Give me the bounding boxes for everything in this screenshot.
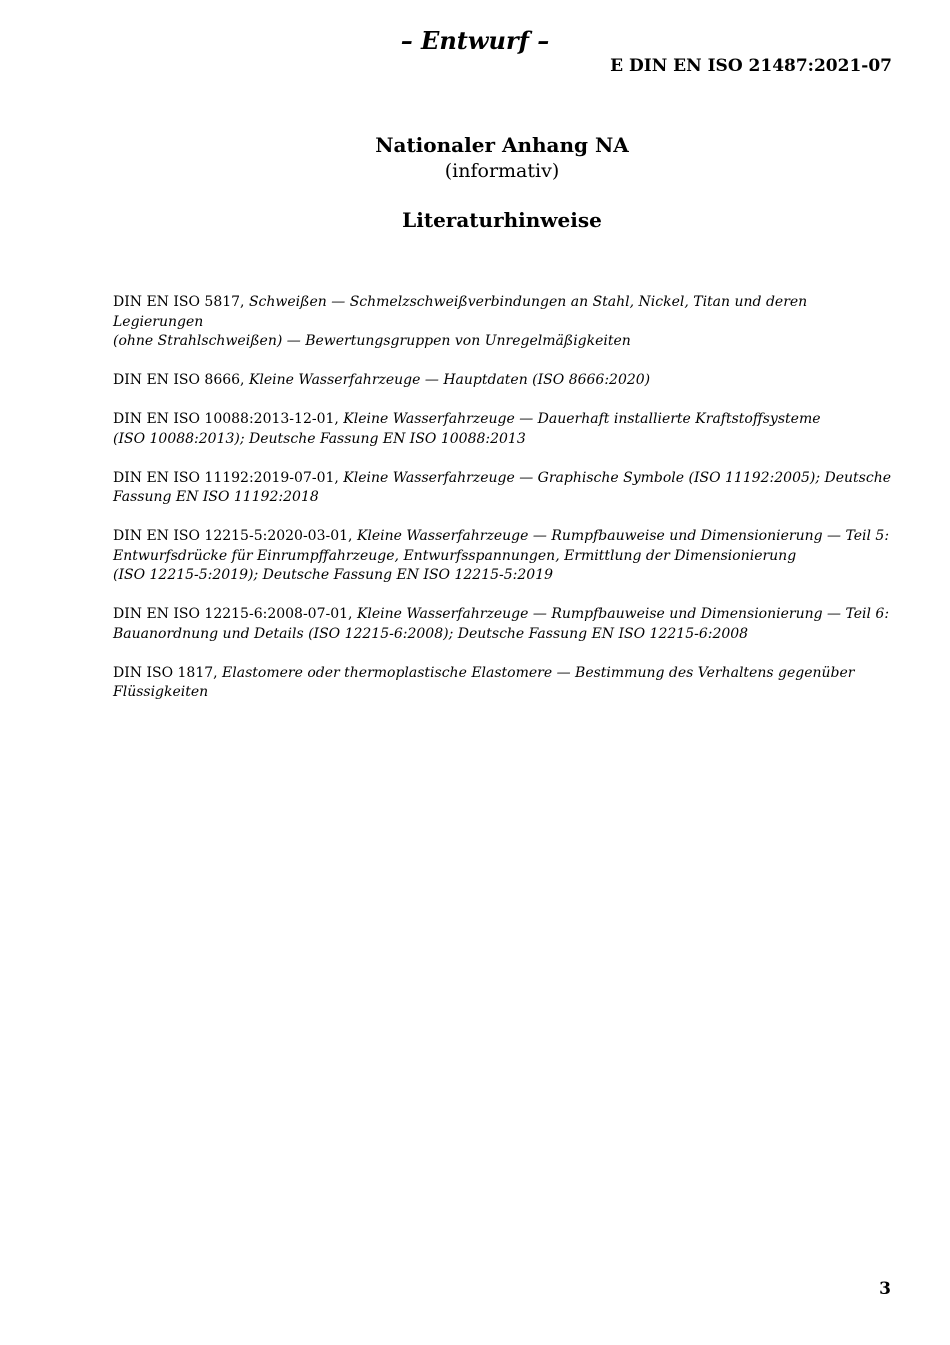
reference-number: DIN EN ISO 10088:2013-12-01, — [113, 411, 344, 427]
reference-number: DIN ISO 1817, — [113, 664, 223, 681]
reference-title: Kleine Wasserfahrzeuge — Rumpfbauweise und Dimensionierung — Teil 5: — [356, 528, 890, 544]
reference-item — [113, 293, 893, 352]
reference-number: DIN EN ISO 11192:2019-07-01, — [113, 469, 344, 486]
reference-title: Kleine Wasserfahrzeuge — Rumpfbauweise und Dimensionierung — Teil 6: — [356, 606, 890, 622]
document-id: E DIN EN ISO 21487:2021-07 — [610, 56, 892, 76]
page-number: 3 — [879, 1279, 891, 1299]
reference-title: Bauanordnung und Details (ISO 12215-6:2008); Deutsche Fassung EN ISO 12215-6:2008 — [113, 625, 749, 642]
reference-title: (ISO 12215-5:2019); Deutsche Fassung EN ISO 12215-5:2019 — [113, 567, 554, 583]
reference-number: DIN EN ISO 5817, — [113, 294, 249, 310]
reference-title: Fassung EN ISO 11192:2018 — [113, 489, 319, 505]
reference-number: DIN EN ISO 12215-6:2008-07-01, — [113, 606, 357, 622]
reference-number: DIN EN ISO 8666, — [113, 372, 249, 388]
annex-title: Nationaler Anhang NA — [375, 133, 629, 157]
reference-item — [113, 664, 893, 703]
reference-title: Kleine Wasserfahrzeuge — Dauerhaft installierte Kraftstoffsysteme — [343, 411, 821, 427]
reference-title: Entwurfsdrücke für Einrumpffahrzeuge, Entwurfsspannungen, Ermittlung der Dimensionierung — [113, 547, 797, 564]
annex-subtitle: (informativ) — [444, 160, 560, 182]
reference-item — [113, 527, 893, 586]
reference-list — [113, 293, 893, 722]
reference-title: Schweißen — Schmelzschweißverbindungen an Stahl, Nickel, Titan und deren Legierungen — [113, 294, 808, 330]
reference-title: Elastomere oder thermoplastische Elastomere — Bestimmung des Verhaltens gegenüber — [222, 664, 855, 681]
section-title: Literaturhinweise — [402, 208, 602, 232]
reference-item — [113, 410, 893, 449]
reference-title: Kleine Wasserfahrzeuge — Graphische Symbole (ISO 11192:2005); Deutsche — [343, 469, 892, 486]
reference-item — [113, 371, 893, 391]
draft-mark: – Entwurf – — [400, 26, 550, 55]
reference-item — [113, 605, 893, 644]
reference-title: (ISO 10088:2013); Deutsche Fassung EN ISO 10088:2013 — [113, 430, 526, 447]
reference-title: Flüssigkeiten — [113, 684, 209, 700]
reference-title: (ohne Strahlschweißen) — Bewertungsgruppen von Unregelmäßigkeiten — [113, 333, 631, 349]
reference-title: Kleine Wasserfahrzeuge — Hauptdaten (ISO 8666:2020) — [248, 372, 651, 388]
reference-number: DIN EN ISO 12215-5:2020-03-01, — [113, 528, 357, 544]
reference-item — [113, 469, 893, 508]
